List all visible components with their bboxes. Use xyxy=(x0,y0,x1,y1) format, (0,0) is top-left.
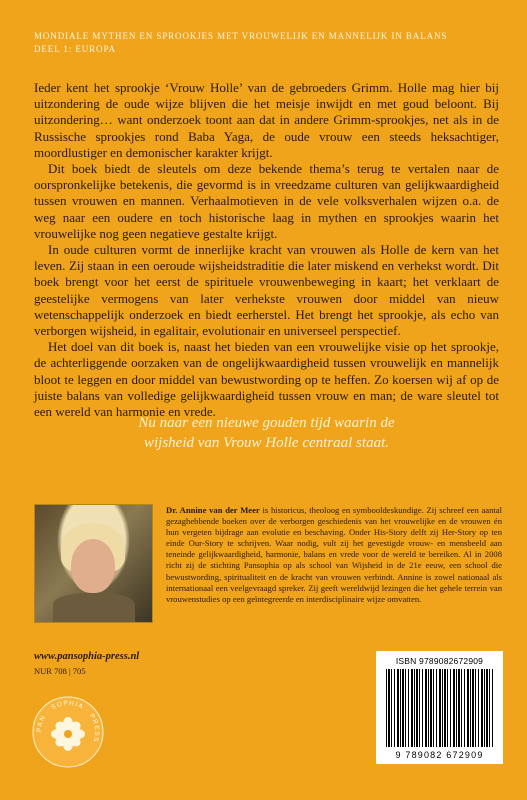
pansophia-logo xyxy=(32,696,104,768)
author-photo xyxy=(34,504,153,623)
blurb-paragraph: Ieder kent het sprookje ‘Vrouw Holle’ van de gebroeders Grimm. Holle mag hier bij uitzondering de oude wijze blijven die het meisje inwijdt en met goud beloont. Bij uitzondering… want onderzoek toont aan dat in andere Grimm-sprookjes, net als in de Russische sprookjes rond Baba Yaga, de oude vrouw een steeds heksachtiger, moordlustiger en demonischer karakter krijgt. xyxy=(34,80,499,160)
isbn-label: ISBN 9789082672909 xyxy=(395,656,484,666)
blurb-paragraph: Dit boek biedt de sleutels om deze bekende thema’s terug te vertalen naar de oorspronkelijke betekenis, die gevormd is in vreedzame culturen van gelijkwaardigheid tussen vrouwen en mannen. Verhaalmotieven in de vele volksverhalen wijzen o.a. de weg naar een oudere en toch historische laag in mythen en sprookjes waarin het vrouwelijke nog geen negatieve gestalte krijgt. xyxy=(34,161,499,241)
barcode-number: 9 789082 672909 xyxy=(395,750,484,760)
barcode-panel xyxy=(376,651,503,764)
blurb-paragraph: In oude culturen vormt de innerlijke kracht van vrouwen als Holle de kern van het leven. Zij staan in een oeroude wijsheidstraditie die later miskend en verhekst wordt. Dit boek brengt voor het eerst de spirituele vrouwenbeweging in kaart; het verklaart de geestelijke vermogens van later verhekste vrouwen door middel van nieuw wetenschappelijk onderzoek en biedt eerherstel. Het brengt het sprookje, als echo van verborgen wijsheid, in egalitair, evolutionair en universeel perspectief. xyxy=(34,242,499,339)
author-name: Dr. Annine van der Meer xyxy=(166,505,260,515)
logo-text: PAN · SOPHIA · PRESS xyxy=(35,699,101,744)
pull-quote xyxy=(34,413,499,453)
pull-quote-line: wijsheid van Vrouw Holle centraal staat. xyxy=(144,435,389,451)
author-photo-shirt xyxy=(53,593,135,622)
author-bio-text: is historicus, theoloog en symbooldeskundige. Zij schreef een aantal gezaghebbende boeken over de verborgen geschiedenis van het vrouwelijke en de vrouwen én hun vergeten bijdrage aan evolutie en beschaving. Onder His-Story delft zij Her-Story op ten einde Our-Story te schrijven. Waar nodig, vult zij het gevestigde vrouw- en mensbeeld aan teneinde gelijkwaardigheid, harmonie, balans en vrede voor de wereld te bereiken. Al in 2008 richt zij de stichting Pansophia op als school van Wijsheid in de 21e eeuw, een school die bewustwording, spiritualiteit en de kracht van vrouwen verbindt. Annine is zowel nationaal als internationaal een veelgevraagd spreker. Zij geeft wereldwijd lezingen die het gehele terrein van vrouwenstudies op een geïntegreerde en interdisciplinaire wijze omvatten. xyxy=(166,505,502,604)
series-part: DEEL 1: EUROPA xyxy=(34,44,116,54)
series-title: MONDIALE MYTHEN EN SPROOKJES MET VROUWELIJK EN MANNELIJK IN BALANS xyxy=(34,31,448,41)
blurb-text xyxy=(34,80,499,420)
blurb-paragraph: Het doel van dit boek is, naast het bieden van een vrouwelijke visie op het sprookje, de achterliggende oorzaken van de ongelijkwaardigheid tussen vrouwelijk en mannelijk bloot te leggen en door middel van bewustwording op te heffen. Zo koersen wij af op de juiste balans van volledige gelijkwaardigheid tussen vrouw en man; de ware sleutel tot een wereld van harmonie en vrede. xyxy=(34,339,499,420)
pull-quote-line: Nu naar een nieuwe gouden tijd waarin de xyxy=(138,415,395,431)
publisher-url[interactable]: www.pansophia-press.nl xyxy=(34,651,140,662)
series-header xyxy=(34,30,504,56)
author-bio xyxy=(166,505,502,605)
nur-code: NUR 708 | 705 xyxy=(34,666,86,676)
barcode xyxy=(386,669,493,747)
author-photo-face xyxy=(71,539,115,593)
